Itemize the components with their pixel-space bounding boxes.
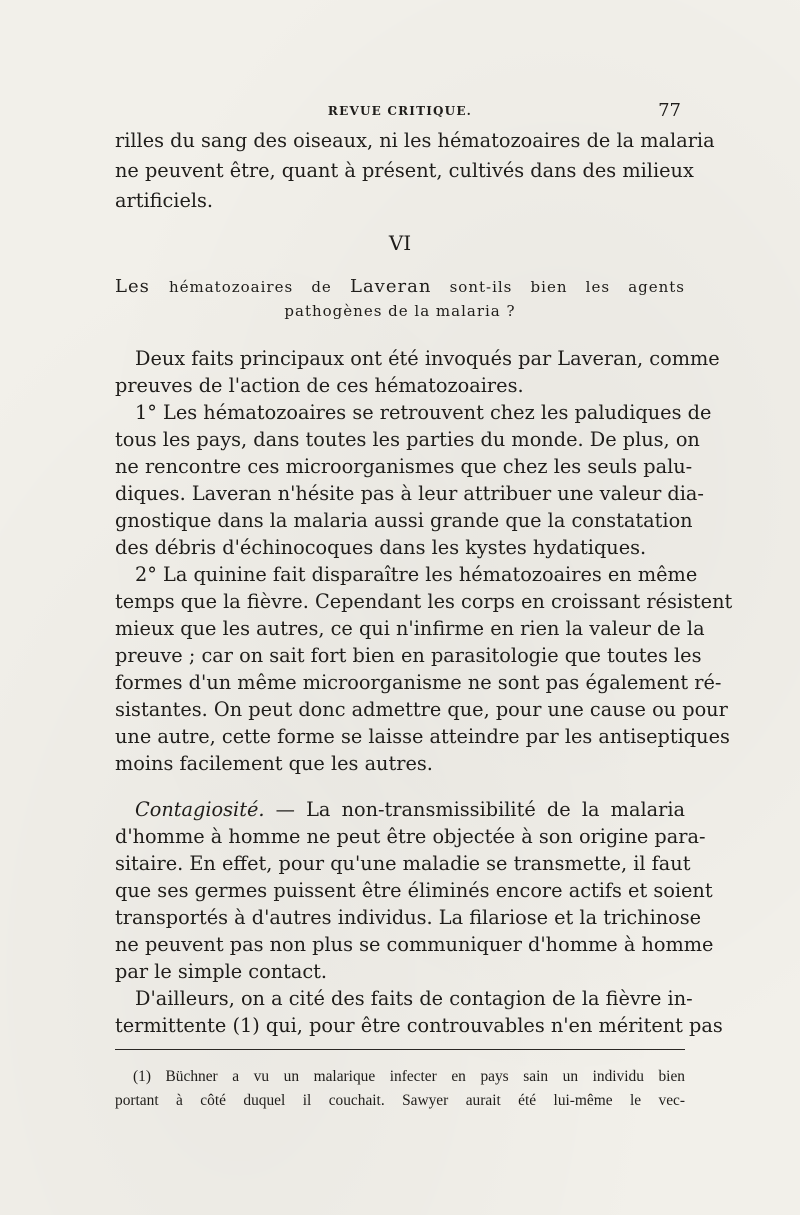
text-line: preuves de l'action de ces hématozoaires. — [115, 374, 524, 397]
running-title: REVUE CRITIQUE. — [327, 104, 473, 118]
text-line: mieux que les autres, ce qui n'infirme en rien la valeur de la — [115, 617, 705, 640]
text-line: artificiels. — [115, 189, 214, 212]
text-line: sistantes. On peut donc admettre que, pour une cause ou pour — [115, 698, 728, 721]
text-line: ne rencontre ces microorganismes que chez les seuls palu- — [115, 455, 693, 478]
contagiosite-heading: Contagiosité. — [135, 798, 265, 821]
page-number: 77 — [658, 100, 681, 121]
text-line: D'ailleurs, on a cité des faits de contagion de la fièvre in- — [135, 987, 693, 1010]
text-line: d'homme à homme ne peut être objectée à son origine para- — [115, 825, 706, 848]
text-line: formes d'un même microorganisme ne sont pas également ré- — [115, 671, 722, 694]
section-title-laveran: Laveran — [349, 276, 432, 297]
text-line: 1° Les hématozoaires se retrouvent chez les paludiques de — [135, 401, 712, 424]
footnote-line: (1) Büchner a vu un malarique infecter en pays sain un individu bien — [133, 1068, 685, 1085]
text-line: ne peuvent être, quant à présent, cultivés dans des milieux — [115, 159, 694, 182]
text-line: des débris d'échinocoques dans les kystes hydatiques. — [115, 536, 647, 559]
contagiosite-first-line: — La non-transmissibilité de la malaria — [264, 798, 685, 821]
text-line: tous les pays, dans toutes les parties du monde. De plus, on — [115, 428, 700, 451]
text-line: temps que la fièvre. Cependant les corps en croissant résistent — [115, 590, 733, 613]
text-line: 2° La quinine fait disparaître les hématozoaires en même — [135, 563, 698, 586]
text-line: moins facilement que les autres. — [115, 752, 433, 775]
text-line: que ses germes puissent être éliminés encore actifs et soient — [115, 879, 713, 902]
footnote-rule — [115, 1049, 685, 1050]
running-head — [115, 100, 685, 126]
footnote-line: portant à côté duquel il couchait. Sawyer aurait été lui-même le vec- — [115, 1092, 685, 1109]
text-line: rilles du sang des oiseaux, ni les hématozoaires de la malaria — [115, 129, 715, 152]
section-title-rest: sont-ils bien les agents — [431, 278, 685, 296]
section-title-hematozoaires: hématozoaires de — [168, 278, 350, 296]
section-title-line-1 — [115, 276, 685, 298]
section-title-les: Les — [115, 276, 169, 297]
text-line: par le simple contact. — [115, 960, 328, 983]
text-line: preuve ; car on sait fort bien en parasitologie que toutes les — [115, 644, 702, 667]
text-line: transportés à d'autres individus. La filariose et la trichinose — [115, 906, 702, 929]
text-line: Deux faits principaux ont été invoqués par Laveran, comme — [135, 347, 720, 370]
text-line: sitaire. En effet, pour qu'une maladie se transmette, il faut — [115, 852, 691, 875]
text-line: termittente (1) qui, pour être controuvables n'en méritent pas — [115, 1014, 723, 1037]
text-line — [115, 797, 685, 823]
text-line: ne peuvent pas non plus se communiquer d'homme à homme — [115, 933, 714, 956]
text-line: gnostique dans la malaria aussi grande que la constatation — [115, 509, 693, 532]
section-number: VI — [388, 231, 412, 255]
text-line: une autre, cette forme se laisse atteindre par les antiseptiques — [115, 725, 730, 748]
text-line: diques. Laveran n'hésite pas à leur attribuer une valeur dia- — [115, 482, 704, 505]
section-title-line-2: pathogènes de la malaria ? — [284, 302, 516, 320]
